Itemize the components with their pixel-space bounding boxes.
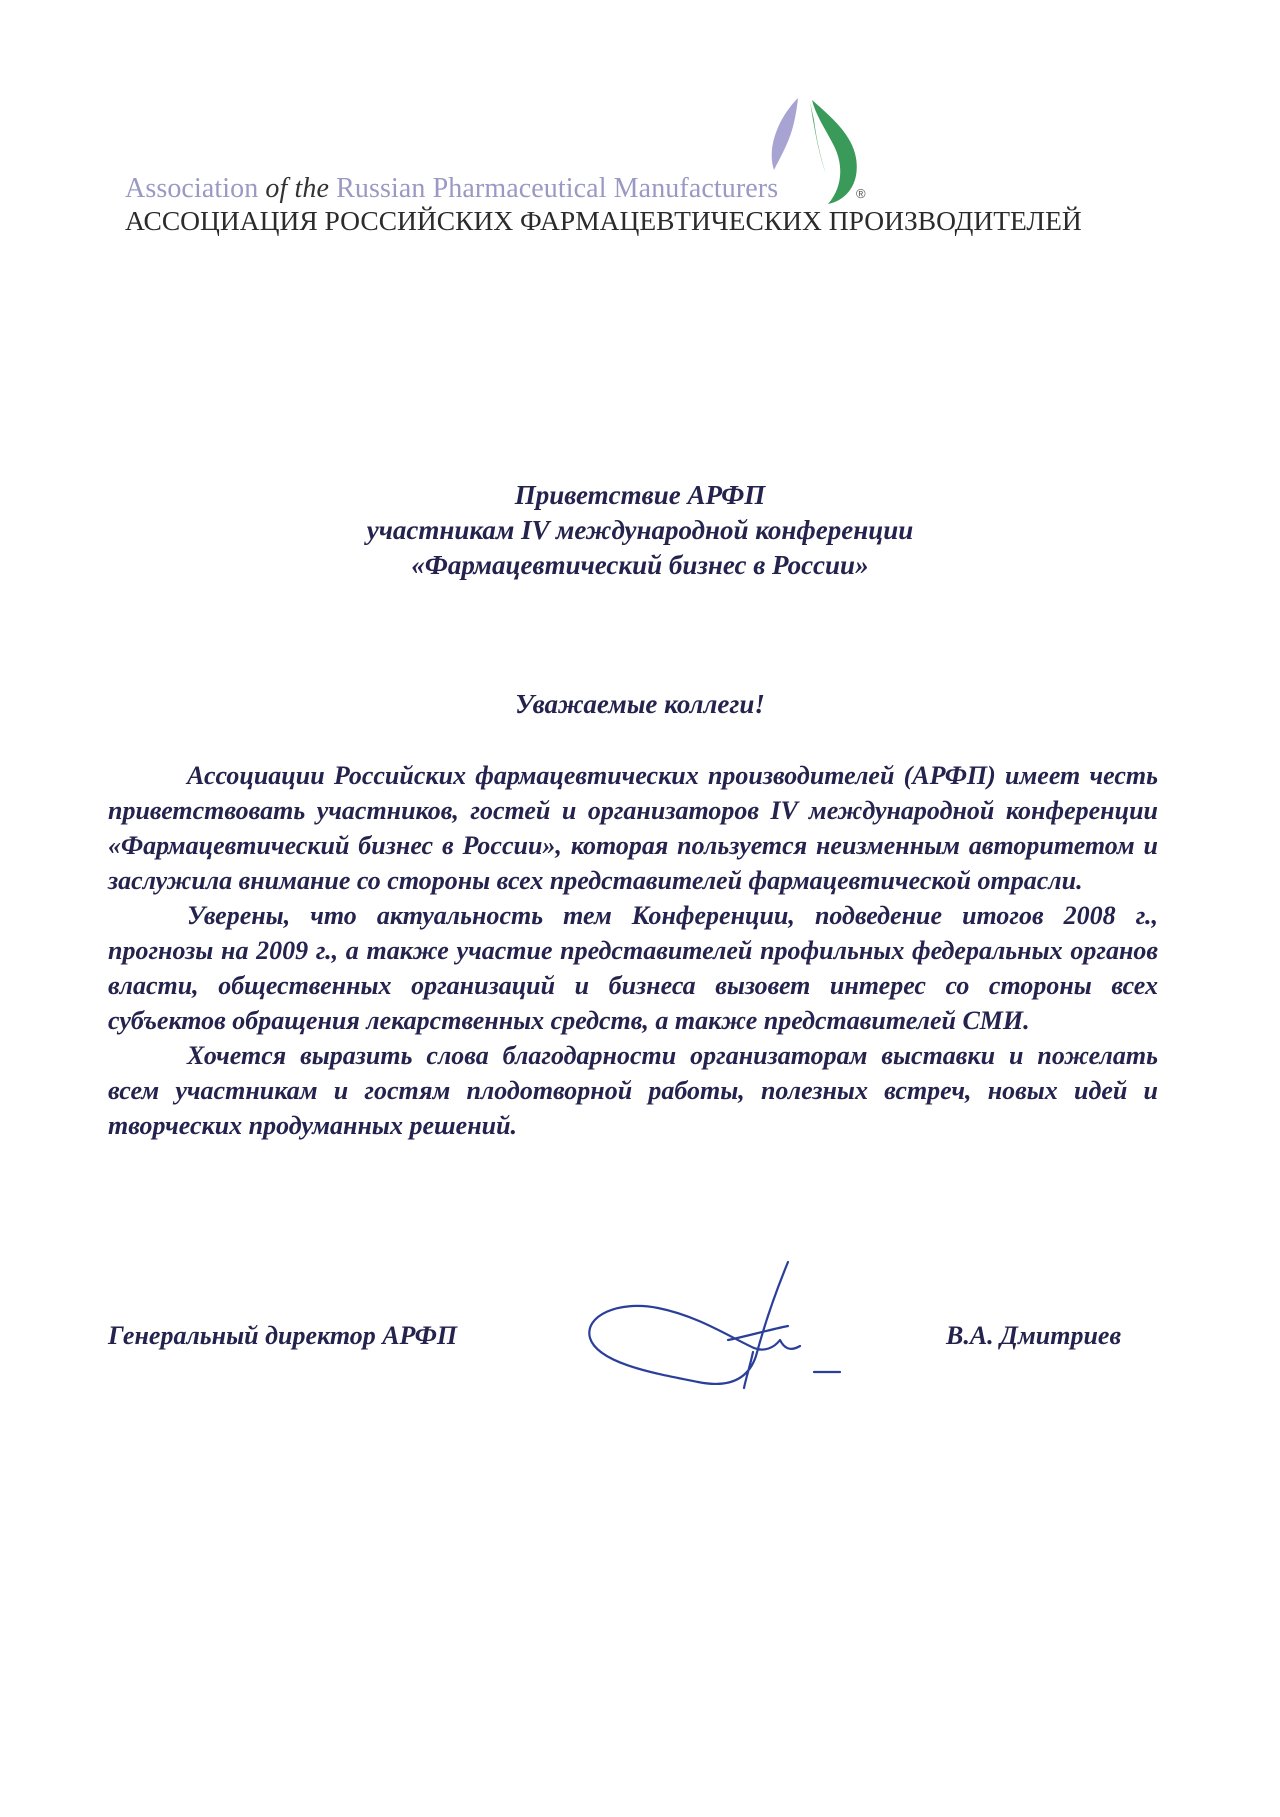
heading-line-3: «Фармацевтический бизнес в России» [411, 550, 869, 580]
heading-line-1: Приветствие АРФП [514, 480, 766, 510]
letter-heading [0, 478, 1280, 583]
letterhead [0, 0, 1280, 260]
paragraph: Хочется выразить слова благодарности организаторам выставки и пожелать всем участникам и гостям плодотворной работы, полезных встреч, новых идей и творческих продуманных решений. [108, 1041, 1158, 1140]
heading-line-2: участникам IV международной конференции [366, 515, 914, 545]
letter-body [108, 758, 1158, 1143]
salutation: Уважаемые коллеги! [515, 689, 765, 719]
association-russian-name: АССОЦИАЦИЯ РОССИЙСКИХ ФАРМАЦЕВТИЧЕСКИХ ПРОИЗВОДИТЕЛЕЙ [125, 205, 1082, 236]
registered-mark: ® [856, 186, 866, 201]
handwritten-signature [578, 1256, 858, 1396]
association-english-name: Association of the Russian Pharmaceutical Manufacturers [125, 173, 779, 204]
paragraph: Уверены, что актуальность тем Конференции, подведение итогов 2008 г., прогнозы на 2009 г., а также участие представителей профильных федеральных органов власти, общественных организаций и бизнеса вызовет интерес со стороны всех субъектов обращения лекарственных средств, а также представителей СМИ. [108, 901, 1158, 1035]
paragraph: Ассоциации Российских фармацевтических производителей (АРФП) имеет честь приветствовать участников, гостей и организаторов IV международной конференции «Фармацевтический бизнес в России», которая пользуется неизменным авторитетом и заслужила внимание со стороны всех представителей фармацевтической отрасли. [108, 761, 1158, 895]
signatory-name: В.А. Дмитриев [946, 1321, 1122, 1350]
signatory-position: Генеральный директор АРФП [108, 1321, 458, 1350]
